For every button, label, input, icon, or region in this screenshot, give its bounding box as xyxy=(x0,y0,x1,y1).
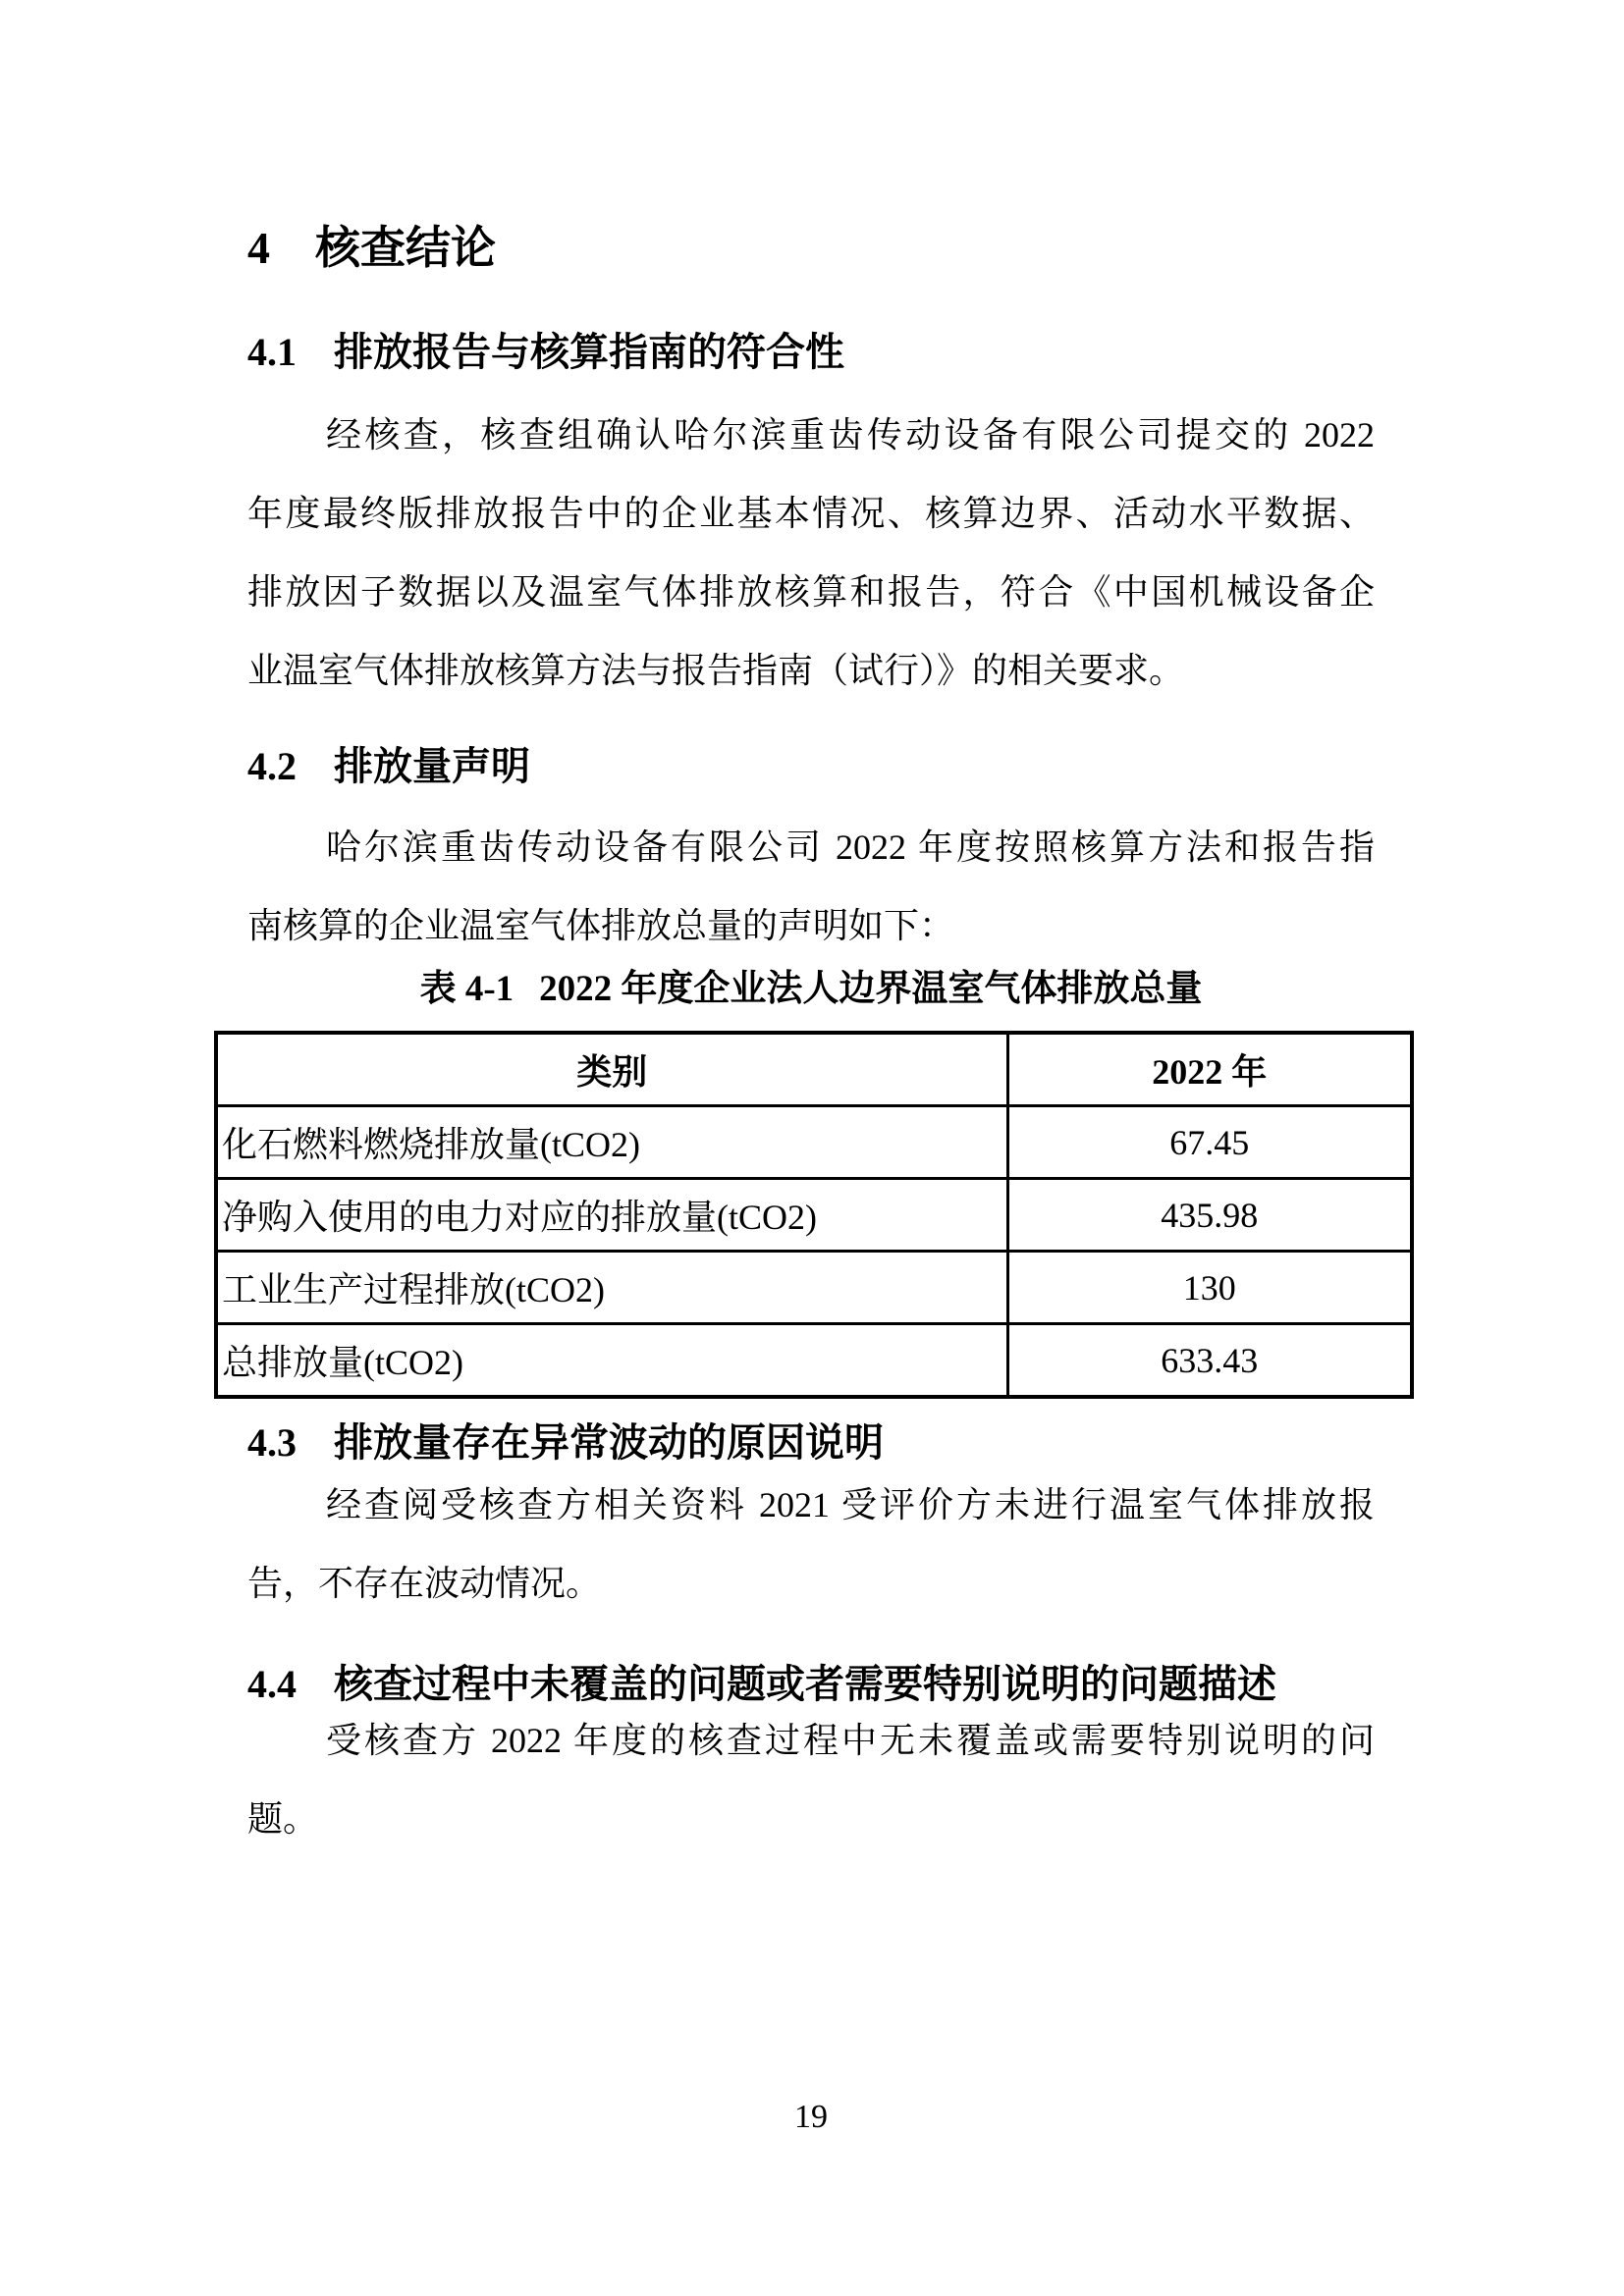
chapter-heading xyxy=(247,212,496,277)
table-caption-title: 2022 年度企业法人边界温室气体排放总量 xyxy=(539,969,1203,1009)
row-category: 化石燃料燃烧排放量(tCO2) xyxy=(216,1106,1007,1179)
paragraph-41 xyxy=(247,396,1375,710)
paragraph-42 xyxy=(247,808,1375,965)
paragraph-line: 南核算的企业温室气体排放总量的声明如下： xyxy=(247,906,955,945)
row-category: 总排放量(tCO2) xyxy=(216,1324,1007,1398)
section-title-43: 排放量存在异常波动的原因说明 xyxy=(334,1420,884,1465)
chapter-number: 4 xyxy=(247,223,270,273)
paragraph-44 xyxy=(247,1701,1375,1858)
chapter-title: 核查结论 xyxy=(315,223,496,273)
table-caption-label: 表 4-1 xyxy=(419,969,514,1009)
column-header-category: 类别 xyxy=(216,1033,1007,1106)
section-heading-41 xyxy=(247,321,844,377)
paragraph-line: 业温室气体排放核算方法与报告指南（试行）》的相关要求。 xyxy=(247,651,1185,690)
section-number-42: 4.2 xyxy=(247,744,297,788)
section-title-44: 核查过程中未覆盖的问题或者需要特别说明的问题描述 xyxy=(334,1662,1276,1706)
paragraph-line: 哈尔滨重齿传动设备有限公司 2022 年度按照核算方法和报告指 xyxy=(326,828,1375,867)
section-title-42: 排放量声明 xyxy=(334,744,530,788)
section-number-41: 4.1 xyxy=(247,330,297,374)
row-value: 633.43 xyxy=(1007,1324,1412,1398)
row-category: 工业生产过程排放(tCO2) xyxy=(216,1252,1007,1324)
page-number: 19 xyxy=(794,2099,828,2135)
table-header-row xyxy=(216,1033,1412,1106)
table-row xyxy=(216,1252,1412,1324)
column-header-year: 2022 年 xyxy=(1007,1033,1412,1106)
table-caption xyxy=(247,958,1375,1011)
row-value: 435.98 xyxy=(1007,1179,1412,1252)
table-row xyxy=(216,1106,1412,1179)
paragraph-line: 经查阅受核查方相关资料 2021 受评价方未进行温室气体排放报 xyxy=(326,1485,1375,1524)
paragraph-line: 受核查方 2022 年度的核查过程中无未覆盖或需要特别说明的问 xyxy=(326,1721,1375,1760)
paragraph-line: 年度最终版排放报告中的企业基本情况、核算边界、活动水平数据、 xyxy=(247,494,1375,533)
section-number-44: 4.4 xyxy=(247,1662,297,1706)
emissions-table xyxy=(214,1031,1414,1399)
table-row xyxy=(216,1324,1412,1398)
section-title-41: 排放报告与核算指南的符合性 xyxy=(334,330,844,374)
paragraph-line: 告，不存在波动情况。 xyxy=(247,1564,602,1603)
row-category: 净购入使用的电力对应的排放量(tCO2) xyxy=(216,1179,1007,1252)
paragraph-line: 排放因子数据以及温室气体排放核算和报告，符合《中国机械设备企 xyxy=(247,572,1375,612)
paragraph-43 xyxy=(247,1466,1375,1623)
section-number-43: 4.3 xyxy=(247,1420,297,1465)
row-value: 130 xyxy=(1007,1252,1412,1324)
section-heading-43 xyxy=(247,1412,884,1468)
row-value: 67.45 xyxy=(1007,1106,1412,1179)
paragraph-line: 题。 xyxy=(247,1799,319,1839)
section-heading-42 xyxy=(247,735,530,791)
paragraph-line: 经核查，核查组确认哈尔滨重齿传动设备有限公司提交的 2022 xyxy=(326,415,1375,454)
table-row xyxy=(216,1179,1412,1252)
